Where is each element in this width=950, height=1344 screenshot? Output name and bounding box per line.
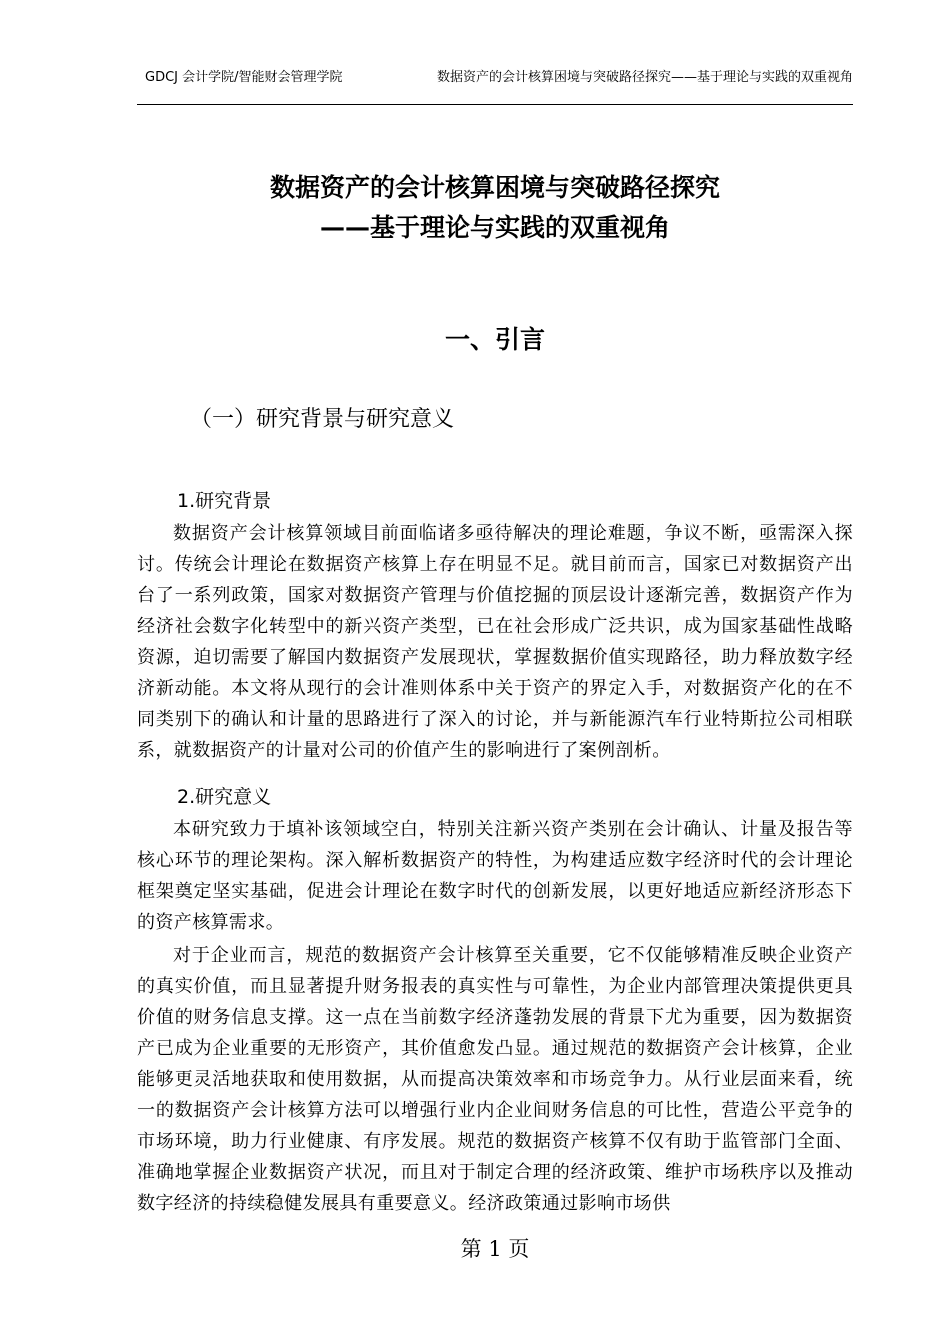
document-subtitle: ——基于理论与实践的双重视角: [319, 213, 670, 242]
paragraph-research-significance: 本研究致力于填补该领域空白，特别关注新兴资产类别在会计确认、计量及报告等核心环节的理论架构。深入解析数据资产的特性，为构建适应数字经济时代的会计理论框架奠定坚实基础，促进会计理论在数字时代的创新发展，以更好地适应新经济形态下的资产核算需求。: [137, 819, 853, 933]
page-number: 第 1 页: [460, 1237, 530, 1261]
subheading-research-significance: 2.研究意义: [177, 786, 272, 808]
header-left-text: GDCJ 会计学院/智能财会管理学院: [145, 70, 343, 85]
section-heading: 一、引言: [444, 325, 545, 354]
page-header: [137, 60, 853, 105]
subsection-heading: （一）研究背景与研究意义: [190, 407, 455, 432]
header-right-text: 数据资产的会计核算困境与突破路径探究——基于理论与实践的双重视角: [436, 70, 853, 85]
document-title: 数据资产的会计核算困境与突破路径探究: [269, 173, 720, 202]
paragraph-research-background: 数据资产会计核算领域目前面临诸多亟待解决的理论难题，争议不断，亟需深入探讨。传统会计理论在数据资产核算上存在明显不足。就目前而言，国家已对数据资产出台了一系列政策，国家对数据资产管理与价值挖掘的顶层设计逐渐完善，数据资产作为经济社会数字化转型中的新兴资产类型，已在社会形成广泛共识，成为国家基础性战略资源，迫切需要了解国内数据资产发展现状，掌握数据价值实现路径，助力释放数字经济新动能。本文将从现行的会计准则体系中关于资产的界定入手，对数据资产化的在不同类别下的确认和计量的思路进行了深入的讨论，并与新能源汽车行业特斯拉公司相联系，就数据资产的计量对公司的价值产生的影响进行了案例剖析。: [137, 523, 853, 761]
subheading-research-background: 1.研究背景: [177, 490, 272, 512]
paragraph-enterprise-significance: 对于企业而言，规范的数据资产会计核算至关重要，它不仅能够精准反映企业资产的真实价值，而且显著提升财务报表的真实性与可靠性，为企业内部管理决策提供更具价值的财务信息支撑。这一点在当前数字经济蓬勃发展的背景下尤为重要，因为数据资产已成为企业重要的无形资产，其价值愈发凸显。通过规范的数据资产会计核算，企业能够更灵活地获取和使用数据，从而提高决策效率和市场竞争力。从行业层面来看，统一的数据资产会计核算方法可以增强行业内企业间财务信息的可比性，营造公平竞争的市场环境，助力行业健康、有序发展。规范的数据资产核算不仅有助于监管部门全面、准确地掌握企业数据资产状况，而且对于制定合理的经济政策、维护市场秩序以及推动数字经济的持续稳健发展具有重要意义。经济政策通过影响市场供: [137, 945, 853, 1214]
